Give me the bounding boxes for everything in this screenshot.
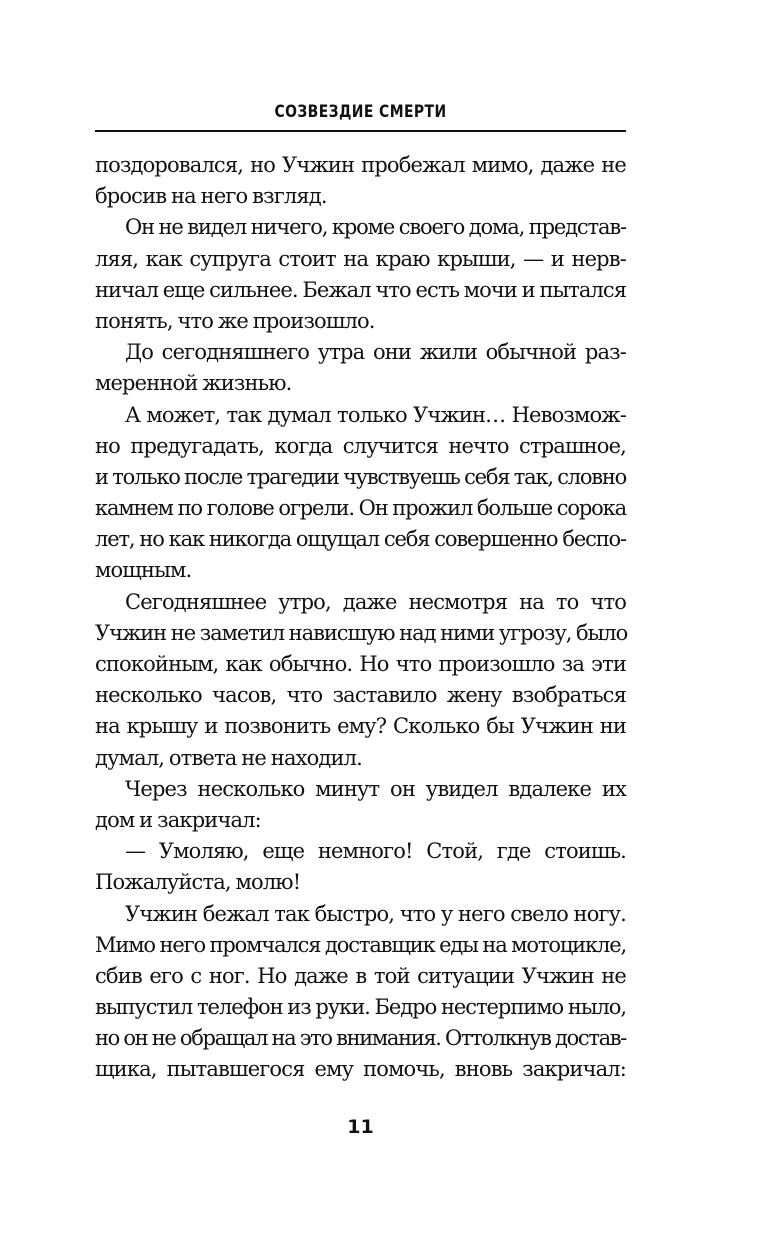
- text-line: камнем по голове огрели. Он прожил больше сорока: [95, 496, 626, 521]
- text-line: поздоровался, но Учжин пробежал мимо, даже не: [95, 153, 626, 177]
- text-line: Мимо него промчался доставщик еды на мотоцикле,: [95, 932, 626, 957]
- text-line: бросив на него взгляд.: [95, 184, 327, 209]
- text-line: понять, что же произошло.: [95, 308, 375, 333]
- text-line: Учжин бежал так быстро, что у него свело ногу.: [125, 901, 626, 926]
- text-line: Он не видел ничего, кроме своего дома, представ-: [125, 215, 626, 240]
- text-line: но он не обращал на это внимания. Оттолкнув достав-: [95, 1026, 626, 1051]
- text-line: выпустил телефон из руки. Бедро нестерпимо ныло,: [95, 995, 626, 1020]
- text-line: — Умоляю, еще немного! Стой, где стоишь.: [125, 839, 626, 864]
- text-line: несколько часов, что заставило жену взобраться: [95, 683, 626, 708]
- text-line: дом и закричал:: [95, 807, 261, 832]
- text-line: думал, ответа не находил.: [95, 745, 362, 770]
- header-rule: [95, 130, 626, 132]
- text-line: Сегодняшнее утро, даже несмотря на то что: [125, 589, 626, 614]
- text-line: на крышу и позвонить ему? Сколько бы Учжин ни: [95, 714, 626, 739]
- running-title: СОЗВЕЗДИЕ СМЕРТИ: [274, 102, 447, 122]
- text-line: До сегодняшнего утра они жили обычной раз-: [125, 340, 626, 365]
- text-line: сбив его с ног. Но даже в той ситуации Учжин не: [95, 963, 626, 988]
- text-line: Через несколько минут он увидел вдалеке их: [125, 776, 626, 801]
- text-line: мощным.: [95, 558, 192, 583]
- text-line: меренной жизнью.: [95, 371, 292, 396]
- text-line: ничал еще сильнее. Бежал что есть мочи и пытался: [95, 277, 626, 302]
- text-line: и только после трагедии чувствуешь себя так, словно: [95, 464, 626, 489]
- text-line: Учжин не заметил нависшую над ними угрозу, было: [95, 620, 628, 645]
- text-line: А может, так думал только Учжин… Невозмож-: [125, 402, 626, 427]
- text-line: щика, пытавшегося ему помочь, вновь закричал:: [95, 1057, 626, 1082]
- text-line: спокойным, как обычно. Но что произошло за эти: [95, 652, 626, 676]
- body-text: [95, 150, 626, 1086]
- text-line: ляя, как супруга стоит на краю крыши, — и нерв-: [95, 246, 626, 271]
- text-line: но предугадать, когда случится нечто страшное,: [95, 433, 626, 458]
- text-line: лет, но как никогда ощущал себя совершенно беспо-: [95, 527, 626, 552]
- page-number: 11: [347, 1116, 374, 1138]
- text-line: Пожалуйста, молю!: [95, 870, 301, 895]
